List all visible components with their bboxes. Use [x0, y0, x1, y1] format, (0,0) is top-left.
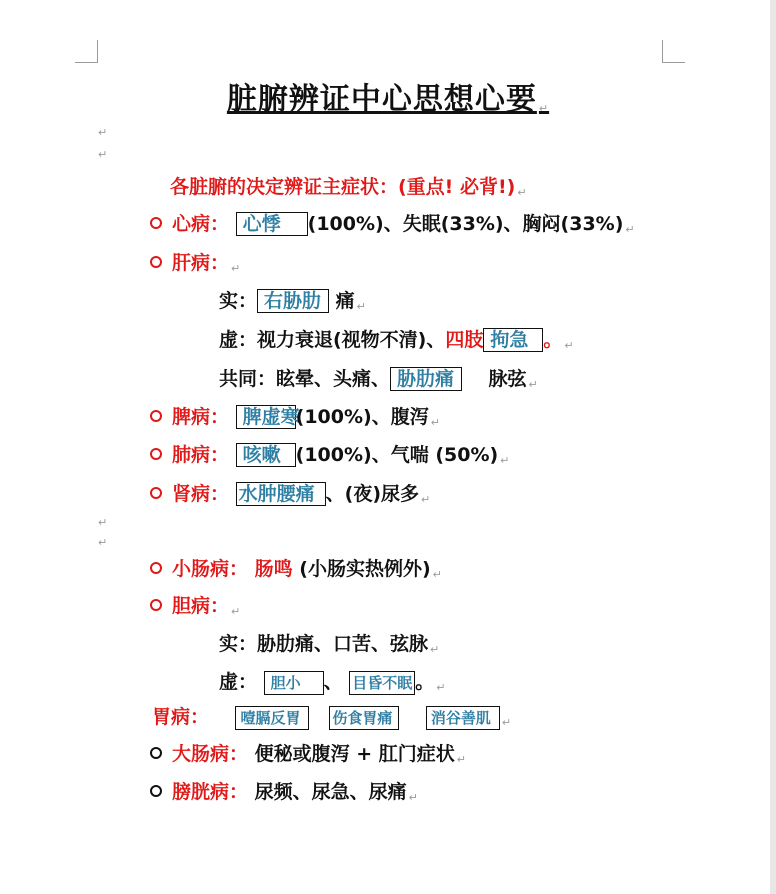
large-intestine-line: 大肠病： 便秘或腹泻 + 肛门症状 ↵: [150, 741, 466, 773]
stomach-box1: 噎膈反胃: [235, 706, 309, 730]
heart-label: 心病：: [172, 213, 230, 235]
bullet-icon: [150, 785, 162, 797]
heart-line: 心病： 心悸 (100%)、失眠(33%)、胸闷(33%) ↵: [150, 211, 635, 243]
paragraph-mark-icon: ↵: [538, 102, 550, 115]
gallbladder-box2: 目昏不眠: [349, 671, 415, 695]
lung-box: 咳嗽: [236, 443, 296, 467]
bullet-icon: [150, 217, 162, 229]
spleen-box: 脾虚寒: [236, 405, 296, 429]
gallbladder-line: 胆病： ↵: [150, 593, 240, 625]
gallbladder-box1: 胆小: [264, 671, 324, 695]
stomach-box2: 伤食胃痛: [329, 706, 399, 730]
heart-box: 心悸: [236, 212, 308, 236]
spleen-line: 脾病： 脾虚寒(100%)、腹泻 ↵: [150, 404, 440, 436]
bullet-icon: [150, 256, 162, 268]
liver-excess-line: 实： 右胁肋 痛 ↵: [219, 290, 366, 313]
bladder-label: 膀胱病：: [172, 781, 249, 803]
liver-common-line: 共同：眩晕、头痛、 胁肋痛 脉弦 ↵: [219, 368, 538, 391]
small-intestine-line: 小肠病： 肠鸣 (小肠实热例外) ↵: [150, 556, 442, 588]
kidney-line: 肾病： 水肿腰痛 、(夜)尿多 ↵: [150, 481, 430, 513]
paragraph-mark-icon: ↵: [98, 516, 108, 529]
gallbladder-label: 胆病：: [172, 595, 230, 617]
crop-mark-top-left: [75, 40, 98, 63]
paragraph-mark-icon: ↵: [98, 126, 108, 139]
intro-line: 各脏腑的决定辨证主症状：(重点! 必背!) ↵: [170, 176, 527, 199]
bladder-line: 膀胱病： 尿频、尿急、尿痛 ↵: [150, 779, 418, 811]
bullet-icon: [150, 599, 162, 611]
stomach-box3: 消谷善肌: [426, 706, 500, 730]
paragraph-mark-icon: ↵: [98, 536, 108, 549]
stomach-label: 胃病：: [152, 706, 210, 728]
kidney-box: 水肿腰痛: [236, 482, 326, 506]
bullet-icon: [150, 747, 162, 759]
large-intestine-label: 大肠病：: [172, 743, 249, 765]
paragraph-mark-icon: ↵: [98, 148, 108, 161]
spleen-label: 脾病：: [172, 406, 230, 428]
gallbladder-excess-line: 实：胁肋痛、口苦、弦脉 ↵: [219, 633, 440, 656]
small-intestine-label: 小肠病：: [172, 558, 249, 580]
liver-excess-box: 右胁肋: [257, 289, 329, 313]
lung-label: 肺病：: [172, 444, 230, 466]
liver-deficient-box: 拘急: [483, 328, 543, 352]
liver-deficient-line: 虚：视力衰退(视物不清)、四肢 拘急 。 ↵: [219, 329, 574, 352]
kidney-label: 肾病：: [172, 483, 230, 505]
page-edge: [770, 0, 776, 894]
liver-label: 肝病：: [172, 252, 230, 274]
gallbladder-deficient-line: 虚： 胆小 、 目昏不眠 。 ↵: [219, 671, 446, 694]
document-title: 脏腑辨证中心思想心要 ↵: [226, 82, 550, 117]
bullet-icon: [150, 410, 162, 422]
crop-mark-top-right: [662, 40, 685, 63]
liver-line: 肝病： ↵: [150, 250, 240, 282]
lung-line: 肺病： 咳嗽 (100%)、气喘 (50%) ↵: [150, 442, 509, 474]
bullet-icon: [150, 562, 162, 574]
bullet-icon: [150, 487, 162, 499]
bullet-icon: [150, 448, 162, 460]
stomach-line: 胃病： 噎膈反胃 伤食胃痛 消谷善肌 ↵: [152, 706, 512, 729]
liver-common-box: 胁肋痛: [390, 367, 462, 391]
